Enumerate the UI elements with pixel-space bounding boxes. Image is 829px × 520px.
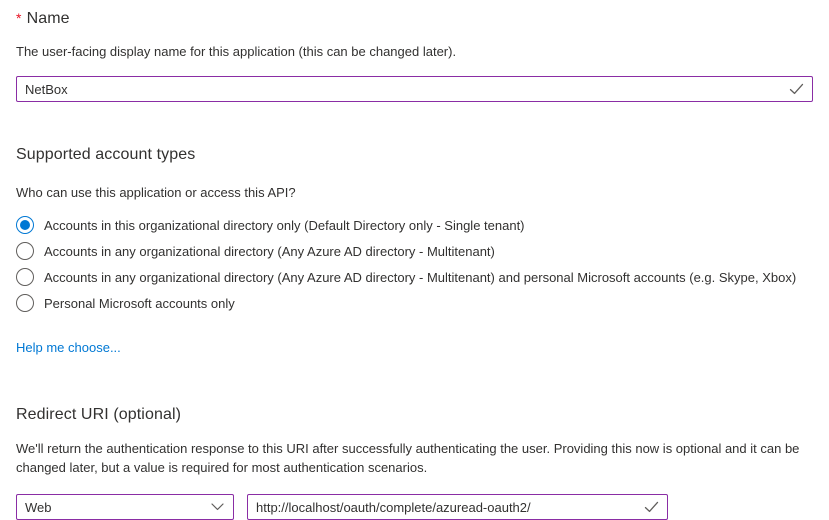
name-description: The user-facing display name for this application (this can be changed later). <box>16 44 457 59</box>
radio-option-label: Accounts in any organizational directory (Any Azure AD directory - Multitenant) and personal Microsoft accounts (e.g. Skype, Xbox) <box>44 269 797 285</box>
name-input-wrap <box>16 76 813 102</box>
radio-button[interactable] <box>16 216 34 234</box>
redirect-uri-title: Redirect URI (optional) <box>16 406 182 423</box>
required-asterisk: * <box>16 10 22 26</box>
radio-button[interactable] <box>16 242 34 260</box>
radio-button[interactable] <box>16 268 34 286</box>
radio-option-multitenant-personal[interactable] <box>16 264 813 290</box>
redirect-uri-input[interactable] <box>247 494 668 520</box>
platform-select[interactable] <box>16 494 234 520</box>
name-section-title-text: Name <box>26 10 70 27</box>
platform-select-value: Web <box>25 499 52 515</box>
radio-option-label: Accounts in this organizational directory only (Default Directory only - Single tenant) <box>44 217 525 233</box>
name-input[interactable] <box>16 76 813 102</box>
help-me-choose-link[interactable]: Help me choose... <box>16 340 121 355</box>
radio-option-label: Personal Microsoft accounts only <box>44 295 235 311</box>
radio-option-multitenant[interactable] <box>16 238 813 264</box>
account-types-radio-group <box>16 212 813 316</box>
redirect-uri-row <box>16 494 813 520</box>
account-types-title: Supported account types <box>16 146 196 163</box>
redirect-uri-input-wrap <box>247 494 668 520</box>
name-section-title <box>16 10 813 28</box>
radio-option-personal-only[interactable] <box>16 290 813 316</box>
radio-option-single-tenant[interactable] <box>16 212 813 238</box>
redirect-uri-description: We'll return the authentication response to this URI after successfully authenticating the user. Providing this now is optional and it can be changed later, but a value is required for most authentication scenarios. <box>16 441 800 475</box>
radio-button[interactable] <box>16 294 34 312</box>
chevron-down-icon <box>211 503 224 511</box>
radio-option-label: Accounts in any organizational directory (Any Azure AD directory - Multitenant) <box>44 243 495 259</box>
account-types-question: Who can use this application or access this API? <box>16 185 296 200</box>
